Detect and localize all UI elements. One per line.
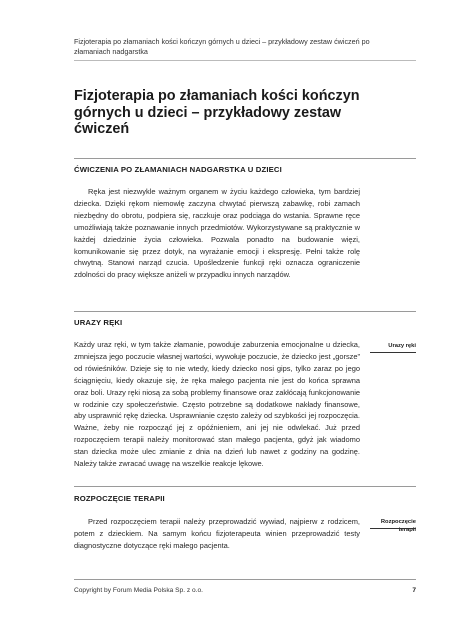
section-divider <box>74 486 416 487</box>
paragraph-text: Przed rozpoczęciem terapii należy przeprowadzić wywiad, najpierw z rodzicem, potem z dzieckiem. Na samym końcu fizjoterapeuta winien przeprowadzić testy diagnostyczne dotyczące ręki małego pacjenta. <box>74 517 360 550</box>
footer-copyright: Copyright by Forum Media Polska Sp. z o.o. <box>74 587 203 594</box>
section-paragraph-exercises <box>74 186 360 281</box>
footer-divider <box>74 579 416 580</box>
paragraph-text: Każdy uraz ręki, w tym także złamanie, powoduje zaburzenia emocjonalne u dziecka, zmniejsza jego poczucie własnej wartości, wywołuje poczucie, że dziecko jest „gorsze” od rówieśników. Dzieje się to nie wtedy, kiedy dziecko nosi gips, tylko zaraz po jego ściągnięciu, kiedy okazuje się, że ręka małego pacjenta nie jest do końca sprawna oraz boli. Urazy ręki niosą za sobą problemy finansowe oraz zakłócają funkcjonowanie w rodzinie czy społeczeństwie. Często potrzebne są dodatkowe nakłady finansowe, aby usprawnić rękę dziecka. Usprawnianie często zależy od szybkości jej rozpoczęcia. Ważne, żeby nie rozpocząć jej z opóźnieniem, ani jej nie odwlekać. Już przed rozpoczęciem terapii należy monitorować stan małego pacjenta, gdyż jak wiadomo stan dziecka może ulec zmianie z dnia na dzień lub nawet z godziny na godzinę. Należy także zwracać uwagę na wszelkie reakcje lękowe. <box>74 340 360 469</box>
margin-note-rule <box>370 352 416 353</box>
section-divider <box>74 158 416 159</box>
running-header: Fizjoterapia po złamaniach kości kończyn górnych u dzieci – przykładowy zestaw ćwiczeń po złamaniach nadgarstka <box>74 37 370 56</box>
section-divider <box>74 311 416 312</box>
section-heading-exercises: ĆWICZENIA PO ZŁAMANIACH NADGARSTKA U DZIECI <box>74 165 282 174</box>
margin-note-therapy-start: Rozpoczęcie terapii <box>380 519 416 533</box>
document-title: Fizjoterapia po złamaniach kości kończyn górnych u dzieci – przykładowy zestaw ćwiczeń <box>74 88 360 138</box>
page-number: 7 <box>412 587 416 594</box>
margin-note-rule <box>370 528 416 529</box>
section-paragraph-therapy-start <box>74 516 360 552</box>
header-divider <box>74 60 416 61</box>
section-heading-therapy-start: ROZPOCZĘCIE TERAPII <box>74 494 165 503</box>
paragraph-text: Ręka jest niezwykle ważnym organem w życiu każdego człowieka, tym bardziej dziecka. Dzięki rękom niemowlę zaczyna chwytać pierwszą zabawkę, robi zamach niezbędny do obrotu, podpiera się, raczkuje oraz podciąga do wstania. Sprawne ręce umożliwiają także poznawanie innych przedmiotów. Wykorzystywane są praktycznie w każdej dziedzinie życia człowieka. Pozwala ponadto na budowanie więzi, komunikowanie się przez dotyk, na wyrażanie emocji i ekspresję. Pełni także rolę chwytną. Stanowi narząd czucia. Upośledzenie funkcji ręki oznacza ograniczenie zdolności do pracy większe aniżeli w przypadku innych narządów. <box>74 187 360 280</box>
margin-note-hand-injuries: Urazy ręki <box>388 343 416 349</box>
section-heading-hand-injuries: URAZY RĘKI <box>74 318 123 327</box>
section-paragraph-hand-injuries <box>74 339 360 470</box>
